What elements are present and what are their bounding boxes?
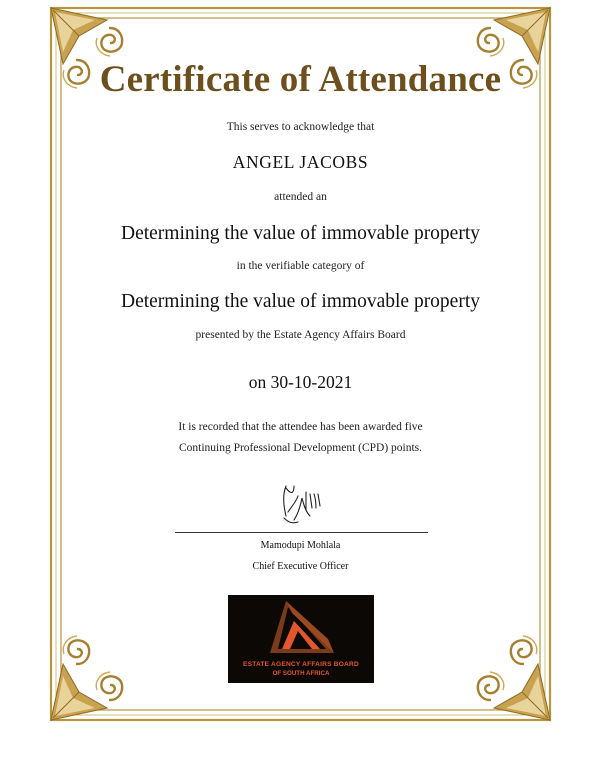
signer-title: Chief Executive Officer bbox=[252, 561, 349, 572]
signature-icon bbox=[272, 482, 332, 526]
certificate-date: on 30-10-2021 bbox=[248, 372, 353, 392]
presenter-line: presented by the Estate Agency Affairs Board bbox=[195, 329, 406, 341]
scroll-flourish-icon bbox=[63, 636, 89, 664]
signature-line bbox=[175, 532, 428, 533]
intro-text: This serves to acknowledge that bbox=[226, 121, 375, 133]
category-title: Determining the value of immovable property bbox=[120, 291, 481, 312]
scroll-flourish-icon bbox=[478, 672, 504, 700]
logo-text-line-1: ESTATE AGENCY AFFAIRS BOARD bbox=[243, 661, 359, 668]
category-label: in the verifiable category of bbox=[236, 260, 365, 272]
attended-label: attended an bbox=[274, 191, 327, 203]
attendee-name: ANGEL JACOBS bbox=[232, 152, 369, 172]
scroll-flourish-icon bbox=[96, 672, 122, 700]
course-title: Determining the value of immovable property bbox=[120, 223, 481, 244]
triangle-logo-mark bbox=[228, 595, 374, 659]
ornate-corner-icon bbox=[494, 664, 550, 720]
scroll-flourish-icon bbox=[478, 28, 504, 56]
scroll-flourish-icon bbox=[96, 28, 122, 56]
cpd-points-line-1: It is recorded that the attendee has been awarded five bbox=[178, 421, 423, 433]
logo-text-line-2: OF SOUTH AFRICA bbox=[272, 670, 330, 677]
ornate-corner-icon bbox=[51, 664, 107, 720]
cpd-points-line-2: Continuing Professional Development (CPD) points. bbox=[178, 442, 423, 454]
certificate-title: Certificate of Attendance bbox=[99, 59, 502, 100]
signer-name: Mamodupi Mohlala bbox=[260, 540, 341, 551]
ornate-corner-icon bbox=[494, 8, 550, 64]
eaab-logo-icon bbox=[228, 595, 374, 683]
scroll-flourish-icon bbox=[511, 636, 537, 664]
ornate-corner-icon bbox=[51, 8, 107, 64]
